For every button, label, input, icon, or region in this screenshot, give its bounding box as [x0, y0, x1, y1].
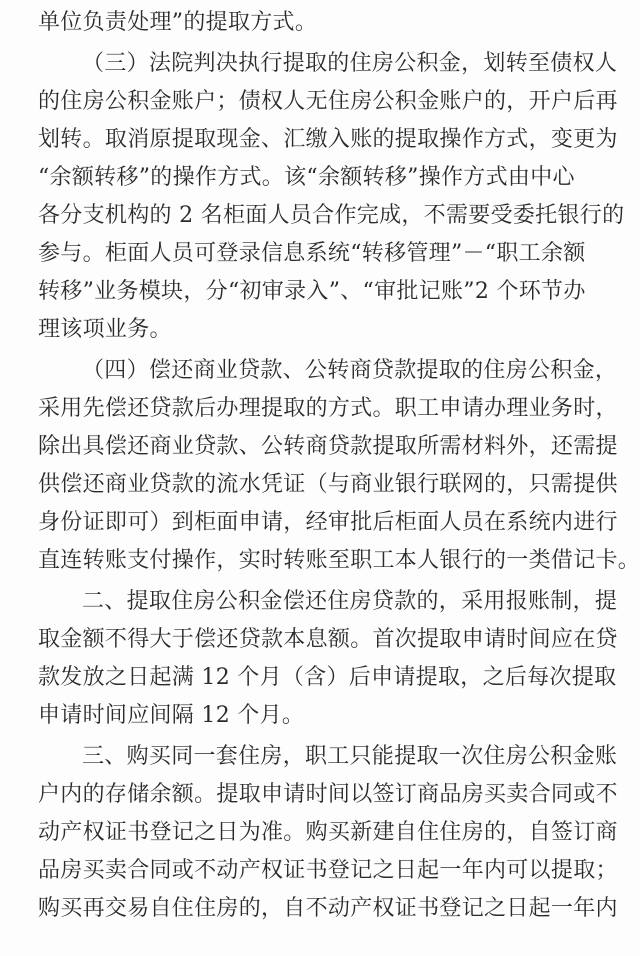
text-line: 供偿还商业贷款的流水凭证（与商业银行联网的，只需提供 [38, 472, 618, 497]
text-line: （三）法院判决执行提取的住房公积金，划转至债权人 [82, 51, 618, 76]
text-line: 户内的存储余额。提取申请时间以签订商品房买卖合同或不 [38, 782, 618, 807]
text-line: 购买再交易自住住房的，自不动产权证书登记之日起一年内 [38, 896, 618, 921]
text-line: （四）偿还商业贷款、公转商贷款提取的住房公积金， [82, 358, 618, 383]
text-line: 动产权证书登记之日为准。购买新建自住住房的，自签订商 [38, 820, 618, 845]
text-line: 理该项业务。 [38, 317, 172, 342]
text-line: 品房买卖合同或不动产权证书登记之日起一年内可以提取； [38, 858, 618, 883]
text-line: 申请时间应间隔 12 个月。 [38, 703, 305, 728]
text-line: “余额转移”的操作方式。该“余额转移”操作方式由中心 [38, 165, 575, 190]
text-line: 各分支机构的 2 名柜面人员合作完成，不需要受委托银行的 [38, 203, 625, 228]
text-line: 采用先偿还贷款后办理提取的方式。职工申请办理业务时， [38, 396, 618, 421]
text-line: 取金额不得大于偿还贷款本息额。首次提取申请时间应在贷 [38, 627, 618, 652]
text-line: 参与。柜面人员可登录信息系统“转移管理”－“职工余额 [38, 241, 586, 266]
text-line: 转移”业务模块，分“初审录入”、“审批记账”2 个环节办 [38, 279, 586, 304]
text-line: 二、提取住房公积金偿还住房贷款的，采用报账制，提 [82, 589, 618, 614]
text-line: 的住房公积金账户；债权人无住房公积金账户的，开户后再 [38, 89, 618, 114]
text-line: 款发放之日起满 12 个月（含）后申请提取，之后每次提取 [38, 665, 617, 690]
text-line: 直连转账支付操作，实时转账至职工本人银行的一类借记卡。 [38, 548, 640, 573]
text-line: 单位负责处理”的提取方式。 [38, 10, 318, 35]
text-line: 除出具偿还商业贷款、公转商贷款提取所需材料外，还需提 [38, 434, 618, 459]
text-line: 划转。取消原提取现金、汇缴入账的提取操作方式，变更为 [38, 127, 618, 152]
text-line: 身份证即可）到柜面申请，经审批后柜面人员在系统内进行 [38, 510, 618, 535]
text-line: 三、购买同一套住房，职工只能提取一次住房公积金账 [82, 744, 618, 769]
